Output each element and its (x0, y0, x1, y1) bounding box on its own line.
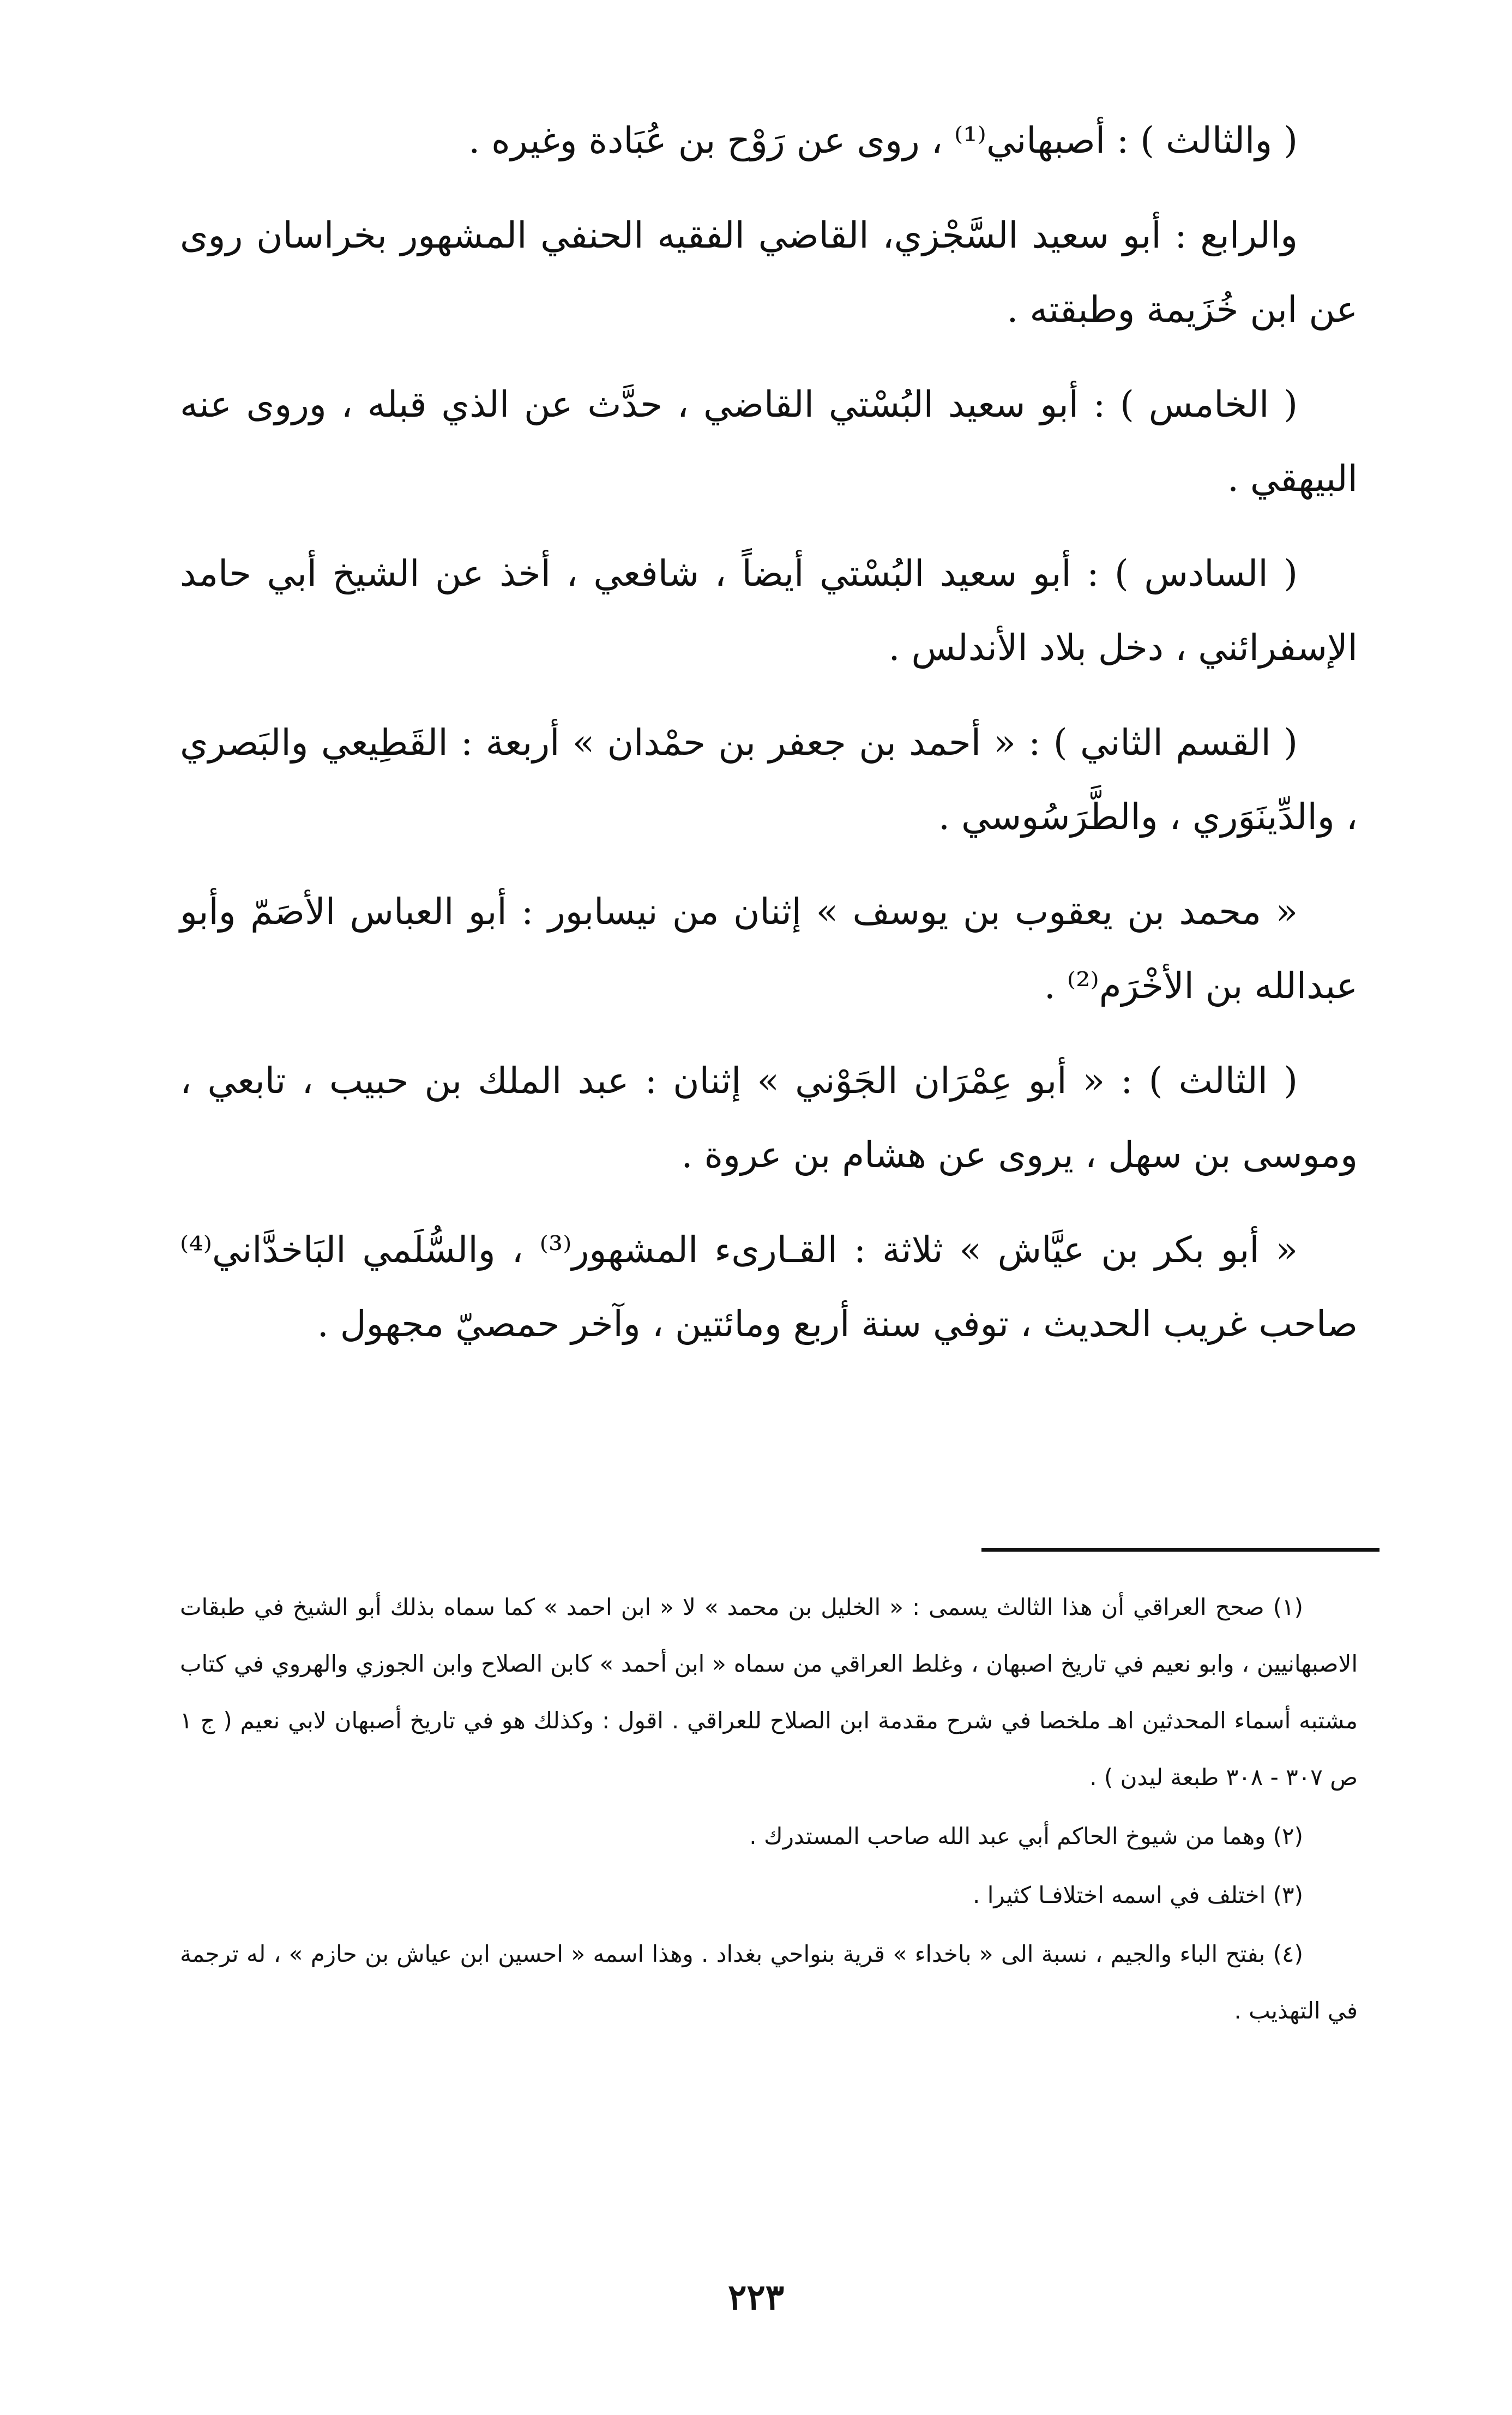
footnote-2: (٢) وهما من شيوخ الحاكم أبي عبد الله صاحب المستدرك . (749, 1823, 1303, 1849)
paragraph-second-section: ( القسم الثاني ) : « أحمد بن جعفر بن حمْدان » أربعة : القَطِيعي والبَصري ، والدِّينَوَري ، والطَّرَسُوسي . (180, 722, 1358, 838)
paragraph-muhammad-yaqub: « محمد بن يعقوب بن يوسف » إثنان من نيسابور : أبو العباس الأصَمّ وأبو عبدالله بن الأخْرَم⁽²⁾ . (180, 891, 1358, 1007)
footnote-4: (٤) بفتح الباء والجيم ، نسبة الى « باخداء » قرية بنواحي بغداد . وهذا اسمه « احسين ابن عياش بن حازم » ، له ترجمة في التهذيب . (180, 1941, 1358, 2024)
footnotes (180, 1579, 1358, 2041)
paragraph-fifth-busti: ( الخامس ) : أبو سعيد البُسْتي القاضي ، حدَّث عن الذي قبله ، وروى عنه البيهقي . (180, 383, 1358, 500)
paragraph-third-asbahani: ( والثالث ) : أصبهاني⁽¹⁾ ، روى عن رَوْح بن عُبَادة وغيره . (468, 119, 1298, 161)
footnote-divider (981, 1548, 1380, 1552)
paragraph-fourth-sijzi: والرابع : أبو سعيد السَّجْزي، القاضي الفقيه الحنفي المشهور بخراسان روى عن ابن خُزَيمة وطبقته . (180, 214, 1358, 331)
paragraph-sixth-busti: ( السادس ) : أبو سعيد البُسْتي أيضاً ، شافعي ، أخذ عن الشيخ أبي حامد الإسفرائني ، دخل بلاد الأندلس . (180, 552, 1358, 669)
main-text (180, 104, 1358, 1382)
paragraph-abu-imran: ( الثالث ) : « أبو عِمْرَان الجَوْني » إثنان : عبد الملك بن حبيب ، تابعي ، وموسى بن سهل ، يروى عن هشام بن عروة . (180, 1060, 1358, 1176)
footnote-3: (٣) اختلف في اسمه اختلافـا كثيرا . (973, 1882, 1303, 1908)
footnote-1: (١) صحح العراقي أن هذا الثالث يسمى : « الخليل بن محمد » لا « ابن احمد » كما سماه بذلك أبو الشيخ في طبقات الاصبهانيين ، وابو نعيم في تاريخ اصبهان ، وغلط العراقي من سماه « ابن أحمد » كابن الصلاح وابن الجوزي والهروي في كتاب مشتبه أسماء المحدثين اهـ ملخصا في شرح مقدمة ابن الصلاح للعراقي . اقول : وكذلك هو في تاريخ أصبهان لابي نعيم ( ج ١ ص ٣٠٧ - ٣٠٨ طبعة ليدن ) . (180, 1594, 1358, 1791)
page-number: ٢٢٣ (727, 2277, 785, 2318)
paragraph-abu-bakr-ayyash: « أبو بكر بن عيَّاش » ثلاثة : القـارىء المشهور⁽³⁾ ، والسُّلَمي البَاخدَّاني⁽⁴⁾ صاحب غريب الحديث ، توفي سنة أربع ومائتين ، وآخر حمصيّ مجهول . (180, 1229, 1358, 1345)
